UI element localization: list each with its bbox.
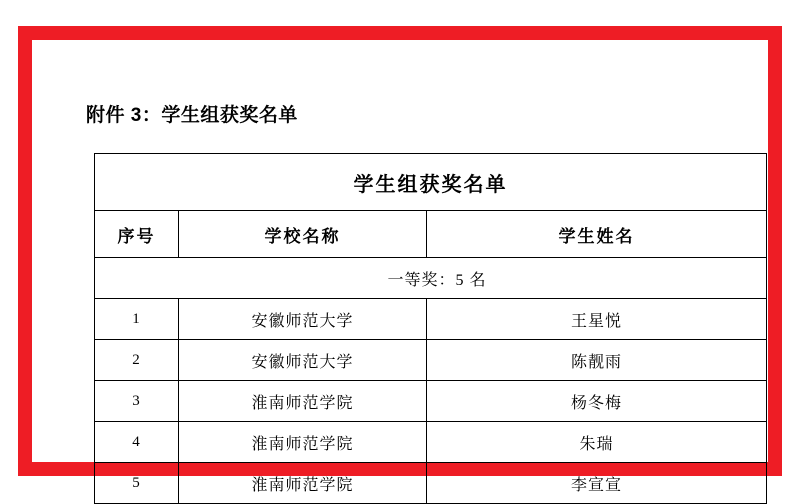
cell-school: 淮南师范学院 bbox=[179, 422, 427, 463]
column-header-index: 序号 bbox=[95, 211, 179, 258]
award-group-label: 一等奖：5 名 bbox=[95, 258, 767, 299]
table-row bbox=[95, 340, 767, 381]
table-header-row bbox=[95, 211, 767, 258]
cell-index: 2 bbox=[95, 340, 179, 381]
cell-index: 3 bbox=[95, 381, 179, 422]
cell-student-name: 李宣宣 bbox=[427, 463, 767, 504]
award-list-table bbox=[94, 153, 767, 504]
cell-school: 淮南师范学院 bbox=[179, 381, 427, 422]
cell-school: 安徽师范大学 bbox=[179, 299, 427, 340]
cell-student-name: 王星悦 bbox=[427, 299, 767, 340]
cell-index: 4 bbox=[95, 422, 179, 463]
table-row bbox=[95, 381, 767, 422]
table-row bbox=[95, 463, 767, 504]
group-label-row bbox=[95, 258, 767, 299]
table-caption: 学生组获奖名单 bbox=[95, 154, 767, 211]
column-header-school: 学校名称 bbox=[179, 211, 427, 258]
cell-school: 淮南师范学院 bbox=[179, 463, 427, 504]
cell-index: 1 bbox=[95, 299, 179, 340]
red-border-frame bbox=[18, 26, 782, 494]
document-body bbox=[64, 80, 800, 502]
column-header-student: 学生姓名 bbox=[427, 211, 767, 258]
cell-student-name: 杨冬梅 bbox=[427, 381, 767, 422]
cell-index: 5 bbox=[95, 463, 179, 504]
cell-school: 安徽师范大学 bbox=[179, 340, 427, 381]
page-title: 附件 3：学生组获奖名单 bbox=[86, 105, 298, 126]
table-caption-row bbox=[95, 154, 767, 211]
cell-student-name: 陈靓雨 bbox=[427, 340, 767, 381]
cell-student-name: 朱瑞 bbox=[427, 422, 767, 463]
table-row bbox=[95, 299, 767, 340]
table-row bbox=[95, 422, 767, 463]
